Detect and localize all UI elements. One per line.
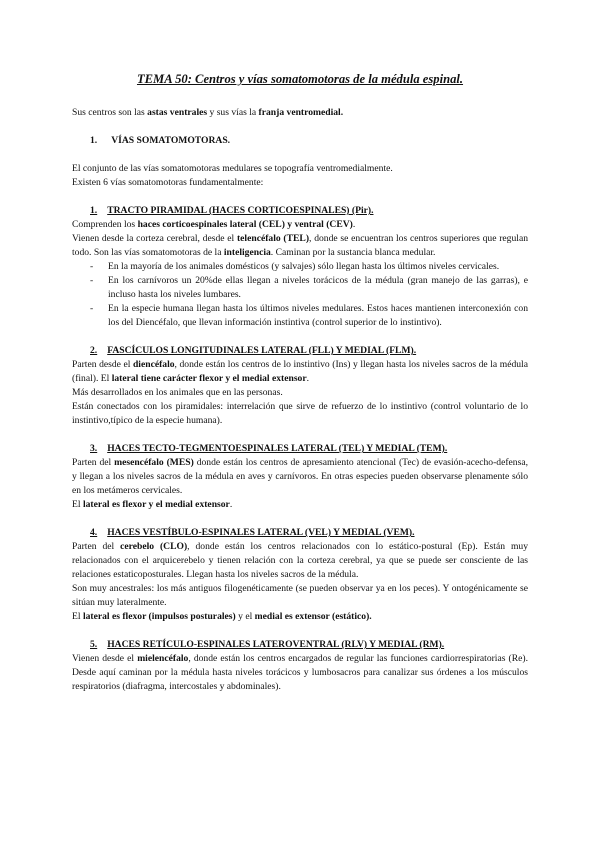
- bold-text: cerebelo (CLO): [120, 541, 188, 552]
- section-4-number: 4.: [90, 527, 98, 538]
- main-heading: [90, 134, 528, 148]
- bold-text: lateral es flexor (impulsos posturales): [82, 611, 236, 622]
- intro-text: Sus centros son las: [72, 107, 148, 118]
- section-5-paragraph-1: [72, 652, 528, 694]
- text: , donde están los centros relacionados con lo estático-postural (Ep). Están muy relacionados con el arquicerebelo y tienen relación con la corteza cerebral, ya que se puede ser consciente de las relaciones estaticoposturales. Llegan hasta los niveles sacros de la médula.: [72, 541, 529, 580]
- text: , donde están los centros de lo instintivo (Ins) y llegan hasta los niveles sacros de la médula (final). El: [72, 359, 528, 384]
- text: Parten del: [72, 541, 121, 552]
- section-5-number: 5.: [90, 639, 98, 650]
- text: , donde están los centros encargados de regular las funciones cardiorrespiratorias (Re). Desde aquí caminan por la médula hasta niveles torácicos y lumbosacros para canalizar sus órdenes a los músculos respiratorios (diafragma, intercostales y abdominales).: [72, 653, 529, 692]
- section-5-title: HACES RETÍCULO-ESPINALES LATEROVENTRAL (RLV) Y MEDIAL (RM).: [107, 639, 445, 650]
- text: .: [306, 373, 310, 384]
- section-3-paragraph-2: [72, 498, 528, 512]
- text: Parten del: [72, 457, 115, 468]
- bold-text: telencéfalo (TEL): [236, 233, 310, 244]
- section-3-number: 3.: [90, 443, 98, 454]
- section-2-paragraph-2: Más desarrollados en los animales que en las personas.: [72, 387, 283, 398]
- intro-bold-franja: franja ventromedial.: [258, 107, 344, 118]
- bold-text: diencéfalo: [132, 359, 175, 370]
- text: . Caminan por la sustancia blanca medular.: [270, 247, 436, 258]
- list-item: - En la mayoría de los animales domésticos (y salvajes) sólo llegan hasta los últimos niveles cervicales.: [72, 260, 528, 274]
- main-heading-number: 1.: [90, 135, 98, 146]
- section-1-line-1: [72, 218, 528, 232]
- section-2-heading: [72, 344, 528, 358]
- text: Parten desde el: [72, 359, 133, 370]
- section-4-title: HACES VESTÍBULO-ESPINALES LATERAL (VEL) Y MEDIAL (VEM).: [107, 527, 415, 538]
- text: Vienen desde el: [72, 653, 138, 664]
- section-1-bullet-list: [72, 260, 528, 330]
- general-line-2: Existen 6 vías somatomotoras fundamentalmente:: [72, 177, 264, 188]
- section-4-paragraph-1: [72, 540, 528, 582]
- section-4-paragraph-3: [72, 610, 528, 624]
- bold-text: lateral tiene carácter flexor y el medial extensor: [111, 373, 307, 384]
- list-item: - En la especie humana llegan hasta los últimos niveles medulares. Estos haces mantienen interconexión con los del Diencéfalo, que llevan información instintiva (control superior de lo instintivo).: [72, 302, 528, 330]
- section-5-heading: [72, 638, 528, 652]
- text: Vienen desde la corteza cerebral, desde el: [72, 233, 237, 244]
- section-5: [72, 638, 528, 694]
- text: El: [72, 611, 83, 622]
- section-1-number: 1.: [90, 205, 98, 216]
- text: y el: [235, 611, 255, 622]
- section-1: [72, 204, 528, 330]
- bold-text: medial es extensor (estático).: [254, 611, 372, 622]
- intro-bold-astas: astas ventrales: [147, 107, 208, 118]
- section-3-paragraph-1: [72, 456, 528, 498]
- section-1-heading: [72, 204, 528, 218]
- section-4: [72, 526, 528, 624]
- main-heading-label: VÍAS SOMATOMOTORAS.: [111, 135, 231, 146]
- bold-text: haces corticoespinales lateral (CEL) y ventral (CEV): [137, 219, 353, 230]
- bold-text: inteligencia: [223, 247, 271, 258]
- section-2-paragraph-3: Están conectados con los piramidales: interrelación que sirve de refuerzo de lo instintivo (control voluntario de lo instintivo,típico de la especie humana).: [72, 401, 528, 426]
- text: .: [352, 219, 356, 230]
- section-2: [72, 344, 528, 428]
- section-2-number: 2.: [90, 345, 98, 356]
- text: Comprenden los: [72, 219, 138, 230]
- general-paragraph: [72, 162, 528, 190]
- list-item: - En los carnívoros un 20%de ellas llegan a niveles torácicos de la médula (gran manejo de las garras), e incluso hasta los niveles lumbares.: [72, 274, 528, 302]
- section-1-title: TRACTO PIRAMIDAL (HACES CORTICOESPINALES) (Pir).: [107, 205, 374, 216]
- general-line-1: El conjunto de las vías somatomotoras medulares se topografía ventromedialmente.: [72, 163, 393, 174]
- section-4-heading: [72, 526, 528, 540]
- section-2-paragraph-1: [72, 358, 528, 386]
- bold-text: mesencéfalo (MES): [114, 457, 194, 468]
- text: donde están los centros de apresamiento atencional (Tec) de evasión-acecho-defensa, y llegan a los niveles sacros de la médula en aves y carnívoros. En otras especies pueden observarse plenamente sólo en los metámeros cervicales.: [72, 457, 528, 496]
- text: .: [229, 499, 233, 510]
- document-title: TEMA 50: Centros y vías somatomotoras de la médula espinal.: [136, 72, 464, 86]
- intro-text-2: y sus vías la: [207, 107, 259, 118]
- text: , donde se encuentran los centros superiores que regulan todo. Son las vías somatomotoras de la: [72, 233, 528, 258]
- section-4-paragraph-2: Son muy ancestrales: los más antiguos filogenéticamente (se pueden observar ya en los peces). Y ontogénicamente se sitúan muy lateralmente.: [72, 583, 528, 608]
- section-1-paragraph-2: [72, 232, 528, 260]
- section-2-title: FASCÍCULOS LONGITUDINALES LATERAL (FLL) Y MEDIAL (FLM).: [107, 345, 417, 356]
- bold-text: mielencéfalo: [137, 653, 189, 664]
- intro-paragraph: [72, 106, 528, 120]
- bold-text: lateral es flexor y el medial extensor: [82, 499, 230, 510]
- section-3: [72, 442, 528, 512]
- section-3-title: HACES TECTO-TEGMENTOESPINALES LATERAL (TEL) Y MEDIAL (TEM).: [107, 443, 448, 454]
- text: El: [72, 499, 83, 510]
- section-3-heading: [72, 442, 528, 456]
